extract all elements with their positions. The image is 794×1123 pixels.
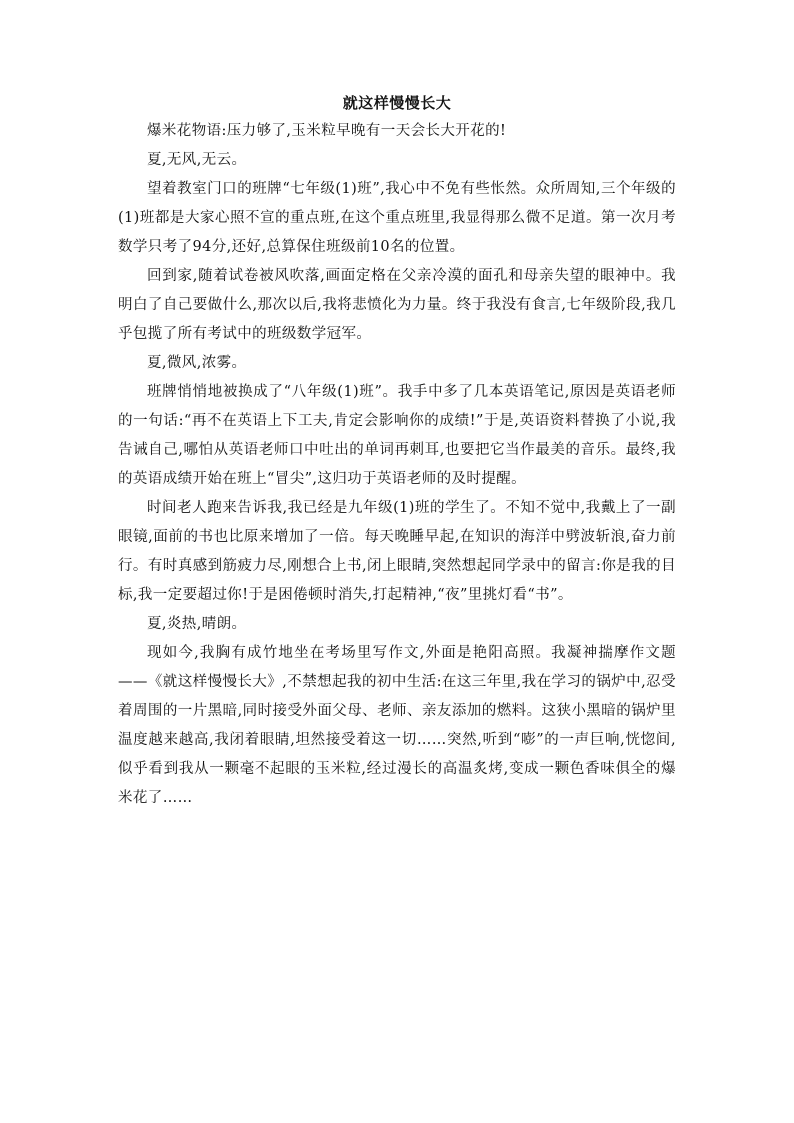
paragraph: 夏,无风,无云。 <box>147 152 247 168</box>
paragraph: 夏,炎热,晴朗。 <box>147 616 247 632</box>
paragraph: 现如今,我胸有成竹地坐在考场里写作文,外面是艳阳高照。我凝神揣摩作文题——《就这样慢慢长大》,不禁想起我的初中生活:在这三年里,我在学习的锅炉中,忍受着周围的一片黑暗,同时接受外面父母、老师、亲友添加的燃料。这狭小黑暗的锅炉里温度越来越高,我闭着眼睛,坦然接受着这一切……突然,听到“嘭”的一声巨响,恍惚间,似乎看到我从一颗毫不起眼的玉米粒,经过漫长的高温炙烤,变成一颗色香味俱全的爆米花了…… <box>118 645 676 806</box>
paragraph: 爆米花物语:压力够了,玉米粒早晚有一天会长大开花的! <box>147 123 507 139</box>
paragraph: 望着教室门口的班牌“七年级(1)班”,我心中不免有些怅然。众所周知,三个年级的(1)班都是大家心照不宣的重点班,在这个重点班里,我显得那么微不足道。第一次月考数学只考了94分,还好,总算保住班级前10名的位置。 <box>118 181 676 255</box>
document-title: 就这样慢慢长大 <box>342 94 452 112</box>
paragraph: 回到家,随着试卷被风吹落,画面定格在父亲冷漠的面孔和母亲失望的眼神中。我明白了自己要做什么,那次以后,我将悲愤化为力量。终于我没有食言,七年级阶段,我几乎包揽了所有考试中的班级数学冠军。 <box>118 268 676 342</box>
paragraph: 夏,微风,浓雾。 <box>147 355 247 371</box>
paragraph: 班牌悄悄地被换成了“八年级(1)班”。我手中多了几本英语笔记,原因是英语老师的一句话:“再不在英语上下工夫,肯定会影响你的成绩!”于是,英语资料替换了小说,我告诫自己,哪怕从英语老师口中吐出的单词再刺耳,也要把它当作最美的音乐。最终,我的英语成绩开始在班上“冒尖”,这归功于英语老师的及时提醒。 <box>118 384 676 487</box>
document-body <box>118 117 676 813</box>
paragraph: 时间老人跑来告诉我,我已经是九年级(1)班的学生了。不知不觉中,我戴上了一副眼镜,面前的书也比原来增加了一倍。每天晚睡早起,在知识的海洋中劈波斩浪,奋力前行。有时真感到筋疲力尽,刚想合上书,闭上眼睛,突然想起同学录中的留言:你是我的目标,我一定要超过你!于是困倦顿时消失,打起精神,“夜”里挑灯看“书”。 <box>118 500 676 603</box>
